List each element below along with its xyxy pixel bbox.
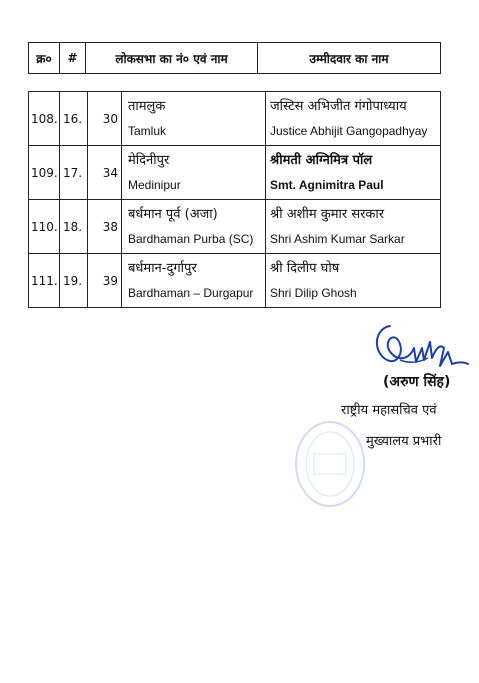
candidate-english: Shri Dilip Ghosh [270,285,357,300]
row-candidate [266,200,441,254]
header-hash: # [60,43,86,74]
row-number: 18. [60,200,88,254]
constituency-hindi: बर्धमान पूर्व (अजा) [128,206,218,222]
row-pc-number: 39 [88,254,122,308]
office-stamp [292,418,368,510]
constituency-hindi: तामलुक [128,98,166,114]
candidate-english: Shri Ashim Kumar Sarkar [270,231,405,246]
row-serial: 110. [29,200,60,254]
constituency-hindi: बर्धमान-दुर्गापुर [128,260,197,276]
candidates-table [28,91,441,308]
header-candidate: उम्मीदवार का नाम [258,43,441,74]
row-constituency [122,200,266,254]
header-serial: क्र० [29,43,60,74]
constituency-english: Tamluk [128,123,167,138]
row-candidate [266,146,441,200]
candidate-hindi: श्रीमती अग्निमित्र पॉल [270,152,373,168]
row-serial: 111. [29,254,60,308]
row-number: 17. [60,146,88,200]
candidate-hindi: जस्टिस अभिजीत गंगोपाध्याय [270,98,407,114]
row-constituency [122,92,266,146]
row-pc-number: 38 [88,200,122,254]
row-pc-number: 30 [88,92,122,146]
signatory-title-line1: राष्ट्रीय महासचिव एवं [341,403,437,418]
table-row [29,200,441,254]
row-number: 16. [60,92,88,146]
row-number: 19. [60,254,88,308]
row-pc-number: 34 [88,146,122,200]
row-candidate [266,92,441,146]
constituency-english: Bardhaman – Durgapur [128,285,254,300]
row-constituency [122,254,266,308]
row-constituency [122,146,266,200]
header-constituency: लोकसभा का नं० एवं नाम [86,43,258,74]
row-candidate [266,254,441,308]
candidate-english: Justice Abhijit Gangopadhyay [270,123,428,138]
row-serial: 109. [29,146,60,200]
candidate-hindi: श्री अशीम कुमार सरकार [270,206,385,222]
header-table [28,42,441,74]
row-serial: 108. [29,92,60,146]
table-row [29,92,441,146]
table-row [29,146,441,200]
candidate-hindi: श्री दिलीप घोष [270,260,340,276]
candidate-english: Smt. Agnimitra Paul [270,177,384,192]
signatory-title-line2: मुख्यालय प्रभारी [366,434,442,449]
table-row [29,254,441,308]
constituency-hindi: मेदिनीपुर [128,152,170,168]
constituency-english: Bardhaman Purba (SC) [128,231,254,246]
constituency-english: Medinipur [128,177,181,192]
signatory-name: (अरुण सिंह) [383,374,451,390]
header-row [29,43,441,74]
